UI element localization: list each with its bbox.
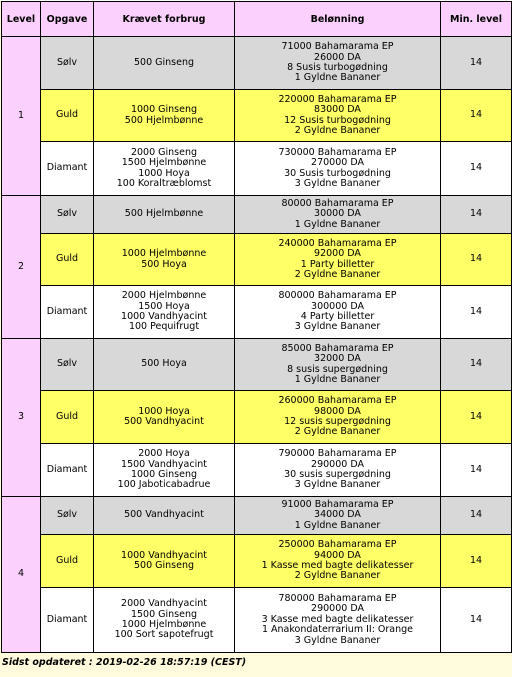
header-requirement: Krævet forbrug xyxy=(94,2,235,37)
reward-line: 3 Gyldne Bananer xyxy=(294,479,381,491)
reward-line: 1 Gyldne Bananer xyxy=(294,72,381,84)
table-row xyxy=(2,142,512,196)
reward-line: 4 Party billetter xyxy=(300,311,375,322)
reward-line: 250000 Bahamarama EP xyxy=(278,539,397,551)
header-min-level: Min. level xyxy=(441,2,512,37)
reward-line: 240000 Bahamarama EP xyxy=(278,237,397,249)
reward-line: 30 Susis turbogødning xyxy=(284,167,391,179)
table-row xyxy=(2,391,512,444)
min-level-cell: 14 xyxy=(441,286,512,339)
reward-cell xyxy=(235,37,441,90)
requirement-line: 100 Koraltræblomst xyxy=(116,177,212,189)
reward-cell xyxy=(235,90,441,142)
last-updated: Sidst opdateret : 2019-02-26 18:57:19 (CEST) xyxy=(2,657,247,668)
reward-line: 8 susis supergødning xyxy=(287,363,388,375)
reward-line: 3 Gyldne Bananer xyxy=(294,177,381,189)
reward-line: 80000 Bahamarama EP xyxy=(281,197,394,209)
requirement-line: 2000 Hoya xyxy=(138,448,190,460)
level-cell: 4 xyxy=(2,497,41,653)
reward-line: 30 susis supergødning xyxy=(284,469,391,480)
min-level-cell: 14 xyxy=(441,444,512,497)
requirement-cell xyxy=(94,234,235,286)
reward-cell xyxy=(235,234,441,286)
header-task: Opgave xyxy=(41,2,94,37)
reward-line: 260000 Bahamarama EP xyxy=(278,395,397,407)
requirement-cell xyxy=(94,90,235,142)
table-row xyxy=(2,535,512,588)
min-level-cell: 14 xyxy=(441,90,512,142)
table-row xyxy=(2,90,512,142)
min-level-cell: 14 xyxy=(441,234,512,286)
requirement-line: 500 Hoya xyxy=(141,258,187,270)
table-row xyxy=(2,339,512,391)
reward-line: 12 Susis turbogødning xyxy=(284,114,391,126)
min-level-cell: 14 xyxy=(441,339,512,391)
page xyxy=(0,1,512,677)
level-cell: 1 xyxy=(2,37,41,196)
reward-line: 1 Gyldne Bananer xyxy=(294,218,381,230)
requirement-line: 500 Hjelmbønne xyxy=(124,208,204,220)
reward-line: 1 Gyldne Bananer xyxy=(294,373,381,385)
reward-line: 3 Gyldne Bananer xyxy=(294,634,381,646)
reward-line: 1 Kasse med bagte delikatesser xyxy=(261,560,414,571)
requirement-cell xyxy=(94,142,235,196)
reward-cell xyxy=(235,142,441,196)
requirement-cell xyxy=(94,339,235,391)
requirement-line: 500 Hjelmbønne xyxy=(124,114,204,126)
requirement-cell xyxy=(94,588,235,653)
task-cell: Guld xyxy=(41,391,94,444)
requirement-line: 1500 Hoya xyxy=(138,300,190,312)
requirement-line: 1000 Vandhyacint xyxy=(121,549,207,561)
requirement-cell xyxy=(94,444,235,497)
reward-line: 91000 Bahamarama EP xyxy=(281,498,394,510)
min-level-cell: 14 xyxy=(441,391,512,444)
header-row xyxy=(2,2,512,37)
reward-cell xyxy=(235,588,441,653)
requirement-cell xyxy=(94,391,235,444)
reward-line: 30000 DA xyxy=(314,208,361,220)
min-level-cell: 14 xyxy=(441,142,512,196)
requirement-line: 100 Pequifrugt xyxy=(128,321,200,333)
min-level-cell: 14 xyxy=(441,535,512,588)
task-cell: Diamant xyxy=(41,142,94,196)
reward-line: 71000 Bahamarama EP xyxy=(281,41,394,53)
reward-cell xyxy=(235,286,441,339)
reward-line: 300000 DA xyxy=(311,300,364,312)
requirement-line: 2000 Vandhyacint xyxy=(121,598,207,610)
min-level-cell: 14 xyxy=(441,37,512,90)
requirement-line: 1000 Ginseng xyxy=(130,469,198,480)
task-cell: Guld xyxy=(41,90,94,142)
reward-line: 2 Gyldne Bananer xyxy=(294,570,381,582)
requirement-line: 1000 Hoya xyxy=(138,167,190,179)
reward-line: 2 Gyldne Bananer xyxy=(294,268,381,280)
task-cell: Guld xyxy=(41,535,94,588)
reward-line: 790000 Bahamarama EP xyxy=(278,448,397,460)
requirement-line: 500 Vandhyacint xyxy=(124,509,204,521)
requirement-cell xyxy=(94,196,235,234)
task-cell: Sølv xyxy=(41,497,94,535)
reward-line: 220000 Bahamarama EP xyxy=(278,93,397,105)
reward-line: 85000 Bahamarama EP xyxy=(281,342,394,354)
level-cell: 2 xyxy=(2,196,41,339)
reward-line: 92000 DA xyxy=(314,248,361,260)
table-row xyxy=(2,234,512,286)
reward-line: 270000 DA xyxy=(311,157,364,169)
requirement-line: 1000 Vandhyacint xyxy=(121,311,207,322)
task-cell: Sølv xyxy=(41,339,94,391)
reward-line: 730000 Bahamarama EP xyxy=(278,146,397,158)
requirement-line: 1500 Vandhyacint xyxy=(121,458,207,470)
requirement-line: 500 Hoya xyxy=(141,358,187,370)
reward-line: 83000 DA xyxy=(314,104,361,116)
requirement-cell xyxy=(94,535,235,588)
requirement-line: 500 Ginseng xyxy=(133,560,195,571)
requirement-line: 100 Sort sapotefrugt xyxy=(114,629,214,641)
reward-cell xyxy=(235,391,441,444)
reward-line: 3 Kasse med bagte delikatesser xyxy=(261,613,414,625)
reward-cell xyxy=(235,196,441,234)
requirement-cell xyxy=(94,497,235,535)
requirement-cell xyxy=(94,37,235,90)
reward-line: 94000 DA xyxy=(314,549,361,561)
table-body xyxy=(2,37,512,653)
reward-cell xyxy=(235,339,441,391)
reward-line: 290000 DA xyxy=(311,458,364,470)
reward-line: 2 Gyldne Bananer xyxy=(294,426,381,438)
reward-line: 290000 DA xyxy=(311,603,364,615)
task-cell: Diamant xyxy=(41,444,94,497)
requirement-line: 500 Ginseng xyxy=(133,56,195,68)
table-row xyxy=(2,286,512,339)
reward-line: 780000 Bahamarama EP xyxy=(278,592,397,604)
reward-line: 1 Party billetter xyxy=(300,258,375,270)
task-cell: Diamant xyxy=(41,588,94,653)
reward-line: 34000 DA xyxy=(314,509,361,521)
reward-line: 32000 DA xyxy=(314,353,361,365)
reward-line: 8 Susis turbogødning xyxy=(287,62,388,73)
rewards-table xyxy=(1,1,512,653)
min-level-cell: 14 xyxy=(441,497,512,535)
requirement-line: 1000 Hoya xyxy=(138,405,190,417)
reward-cell xyxy=(235,497,441,535)
requirement-line: 1000 Hjelmbønne xyxy=(121,248,207,260)
table-row xyxy=(2,497,512,535)
min-level-cell: 14 xyxy=(441,588,512,653)
reward-line: 12 susis supergødning xyxy=(284,416,391,427)
reward-line: 98000 DA xyxy=(314,405,361,417)
table-row xyxy=(2,196,512,234)
header-level: Level xyxy=(2,2,41,37)
reward-cell xyxy=(235,535,441,588)
requirement-line: 500 Vandhyacint xyxy=(124,416,204,427)
reward-line: 2 Gyldne Bananer xyxy=(294,124,381,136)
reward-cell xyxy=(235,444,441,497)
table-row xyxy=(2,588,512,653)
min-level-cell: 14 xyxy=(441,196,512,234)
reward-line: 26000 DA xyxy=(314,51,361,63)
table-row xyxy=(2,444,512,497)
requirement-line: 1500 Ginseng xyxy=(130,608,198,620)
reward-line: 1 Gyldne Bananer xyxy=(294,519,381,531)
requirement-line: 1000 Hjelmbønne xyxy=(121,619,207,630)
task-cell: Sølv xyxy=(41,37,94,90)
reward-line: 1 Anakondaterrarium II: Orange xyxy=(261,624,414,636)
table-row xyxy=(2,37,512,90)
requirement-cell xyxy=(94,286,235,339)
task-cell: Guld xyxy=(41,234,94,286)
requirement-line: 2000 Hjelmbønne xyxy=(121,290,207,302)
task-cell: Sølv xyxy=(41,196,94,234)
reward-line: 800000 Bahamarama EP xyxy=(278,290,397,302)
header-reward: Belønning xyxy=(235,2,441,37)
task-cell: Diamant xyxy=(41,286,94,339)
reward-line: 3 Gyldne Bananer xyxy=(294,321,381,333)
level-cell: 3 xyxy=(2,339,41,497)
requirement-line: 1500 Hjelmbønne xyxy=(121,157,207,169)
requirement-line: 1000 Ginseng xyxy=(130,104,198,116)
requirement-line: 100 Jaboticabadrue xyxy=(117,479,211,491)
requirement-line: 2000 Ginseng xyxy=(130,146,198,158)
